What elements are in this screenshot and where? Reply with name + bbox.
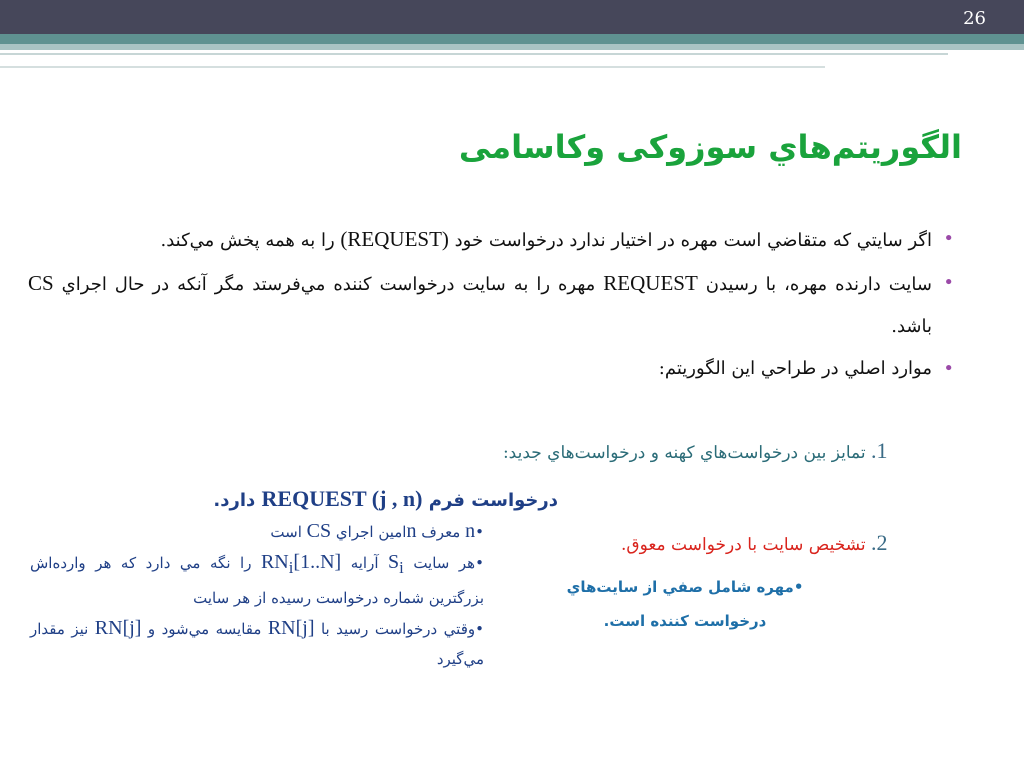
bullet-item: • سايت دارنده مهره، با رسيدن REQUEST مهره را به سايت درخواست کننده مي‌فرستد مگر آنکه در حال اجراي CS باشد. [28,262,932,348]
slide-title: الگوريتم‌هاي سوزوکی وکاسامی [458,128,962,166]
page-number: 26 [963,8,986,29]
subitem-number: .2 [871,530,888,555]
subitem-1 [503,438,919,464]
detail-line: •n معرف nامين اجراي CS است [270,520,484,542]
top-bar [0,0,1024,34]
header-stripe [0,34,1024,44]
header-line [0,66,825,68]
bullet-icon: • [943,358,954,379]
detail-line: •وقتي درخواست رسيد با RN[j] مقايسه مي‌شود و RN[j] نيز مقدار مي‌گيرد [30,617,484,668]
header-line [0,53,948,55]
detail-line: •هر سايت $S_i$ آرايه $RN_i[1..N]$ را نگه مي دارد که هر وارده‌اش بزرگترين شماره درخواست رسيده از هر سايت [30,551,484,607]
bullet-list [28,218,954,390]
bullet-item: • اگر سايتي که متقاضي است مهره در اختيار ندارد درخواست خود (REQUEST) را به همه پخش مي‌کند. [28,218,932,262]
subitem-2 [621,530,919,556]
bullet-icon: • [943,272,954,293]
token-queue-note: •مهره شامل صفي از سايت‌هاي درخواست کننده است. [566,578,804,630]
request-format-heading: درخواست فرم REQUEST (j , n) دارد. [213,486,558,511]
bullet-item: • موارد اصلي در طراحي اين الگوريتم: [28,348,932,390]
subitem-text: تمايز بين درخواست‌هاي کهنه و درخواست‌هاي جديد: [502,443,866,463]
subitem-text: تشخيص سايت با درخواست معوق. [620,535,866,555]
request-details [30,516,484,674]
bullet-icon: • [943,228,954,249]
subitem-number: .1 [871,438,888,463]
header-stripe-light [0,44,1024,50]
